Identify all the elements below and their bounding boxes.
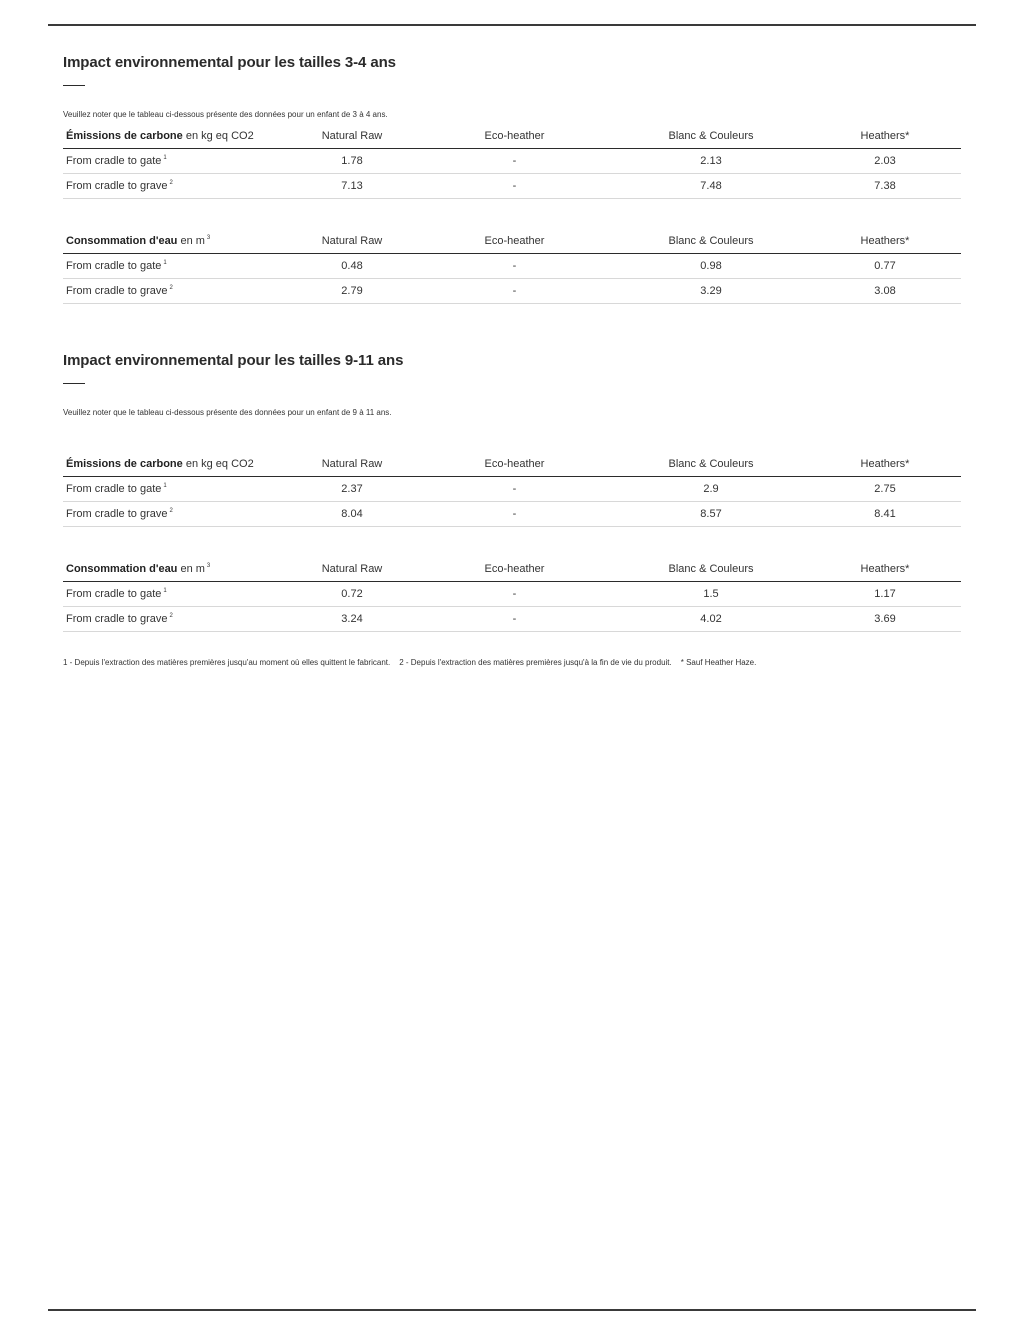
bottom-rule [48, 1309, 976, 1311]
table-cell: - [416, 149, 613, 174]
table-header-row [63, 557, 961, 582]
table-cell: 3.69 [809, 607, 961, 632]
row-label: From cradle to grave $^2$ [63, 502, 288, 527]
water-table-3-4 [63, 229, 961, 304]
column-header: Blanc & Couleurs [613, 452, 809, 477]
table-cell: - [416, 582, 613, 607]
table-cell: - [416, 477, 613, 502]
column-header: Heathers* [809, 557, 961, 582]
column-header: Natural Raw [288, 229, 416, 254]
row-label: From cradle to gate $^1$ [63, 149, 288, 174]
section-note-3-4: Veuillez noter que le tableau ci-dessous présente des données pour un enfant de 3 à 4 ans. [63, 110, 388, 119]
title-divider [63, 85, 85, 86]
table-cell: 2.79 [288, 279, 416, 304]
column-header: Blanc & Couleurs [613, 229, 809, 254]
column-header: Heathers* [809, 124, 961, 149]
column-header: Eco-heather [416, 124, 613, 149]
section-title-9-11: Impact environnemental pour les tailles 9-11 ans [63, 352, 404, 369]
row-label: From cradle to gate $^1$ [63, 477, 288, 502]
table-cell: - [416, 279, 613, 304]
table-cell: 8.04 [288, 502, 416, 527]
table-cell: 7.38 [809, 174, 961, 199]
table-cell: 0.98 [613, 254, 809, 279]
row-label: From cradle to gate $^1$ [63, 582, 288, 607]
table-header-row [63, 124, 961, 149]
table-cell: 4.02 [613, 607, 809, 632]
row-label: From cradle to grave $^2$ [63, 174, 288, 199]
table-row [63, 582, 961, 607]
table-row [63, 477, 961, 502]
top-rule [48, 24, 976, 26]
table-header-label: Consommation d'eau en m $^3$ [63, 557, 288, 582]
table-cell: 1.5 [613, 582, 809, 607]
footnote-asterisk: * Sauf Heather Haze. [680, 658, 757, 667]
table-cell: 3.24 [288, 607, 416, 632]
title-divider [63, 383, 85, 384]
table-cell: - [416, 254, 613, 279]
carbon-table-9-11 [63, 452, 961, 527]
row-label: From cradle to gate $^1$ [63, 254, 288, 279]
table-row [63, 279, 961, 304]
column-header: Blanc & Couleurs [613, 557, 809, 582]
table-row [63, 502, 961, 527]
table-header-label: Émissions de carbone en kg eq CO2 [63, 452, 288, 477]
footnote-2: 2 - Depuis l'extraction des matières premières jusqu'à la fin de vie du produit. [399, 658, 672, 667]
table-cell: 2.75 [809, 477, 961, 502]
table-cell: 3.08 [809, 279, 961, 304]
table-cell: 2.03 [809, 149, 961, 174]
table-cell: 1.17 [809, 582, 961, 607]
column-header: Heathers* [809, 452, 961, 477]
carbon-table-3-4 [63, 124, 961, 199]
table-header-label: Consommation d'eau en m $^3$ [63, 229, 288, 254]
table-cell: - [416, 502, 613, 527]
table-cell: 2.9 [613, 477, 809, 502]
table-cell: 0.77 [809, 254, 961, 279]
water-table-9-11 [63, 557, 961, 632]
footnotes [63, 658, 756, 667]
column-header: Eco-heather [416, 557, 613, 582]
column-header: Blanc & Couleurs [613, 124, 809, 149]
column-header: Heathers* [809, 229, 961, 254]
table-row [63, 174, 961, 199]
table-row [63, 607, 961, 632]
table-cell: 7.48 [613, 174, 809, 199]
column-header: Eco-heather [416, 229, 613, 254]
table-cell: 0.72 [288, 582, 416, 607]
table-cell: - [416, 607, 613, 632]
column-header: Natural Raw [288, 124, 416, 149]
table-cell: 1.78 [288, 149, 416, 174]
section-title-3-4: Impact environnemental pour les tailles 3-4 ans [63, 54, 396, 71]
table-cell: 2.37 [288, 477, 416, 502]
table-cell: 2.13 [613, 149, 809, 174]
column-header: Eco-heather [416, 452, 613, 477]
table-cell: 8.41 [809, 502, 961, 527]
footnote-1: 1 - Depuis l'extraction des matières premières jusqu'au moment où elles quittent le fabricant. [63, 658, 391, 667]
table-row [63, 149, 961, 174]
column-header: Natural Raw [288, 557, 416, 582]
table-cell: 7.13 [288, 174, 416, 199]
table-header-row [63, 229, 961, 254]
section-note-9-11: Veuillez noter que le tableau ci-dessous présente des données pour un enfant de 9 à 11 ans. [63, 408, 392, 417]
table-header-label: Émissions de carbone en kg eq CO2 [63, 124, 288, 149]
row-label: From cradle to grave $^2$ [63, 279, 288, 304]
table-cell: - [416, 174, 613, 199]
column-header: Natural Raw [288, 452, 416, 477]
table-cell: 3.29 [613, 279, 809, 304]
row-label: From cradle to grave $^2$ [63, 607, 288, 632]
table-cell: 0.48 [288, 254, 416, 279]
table-cell: 8.57 [613, 502, 809, 527]
table-header-row [63, 452, 961, 477]
table-row [63, 254, 961, 279]
